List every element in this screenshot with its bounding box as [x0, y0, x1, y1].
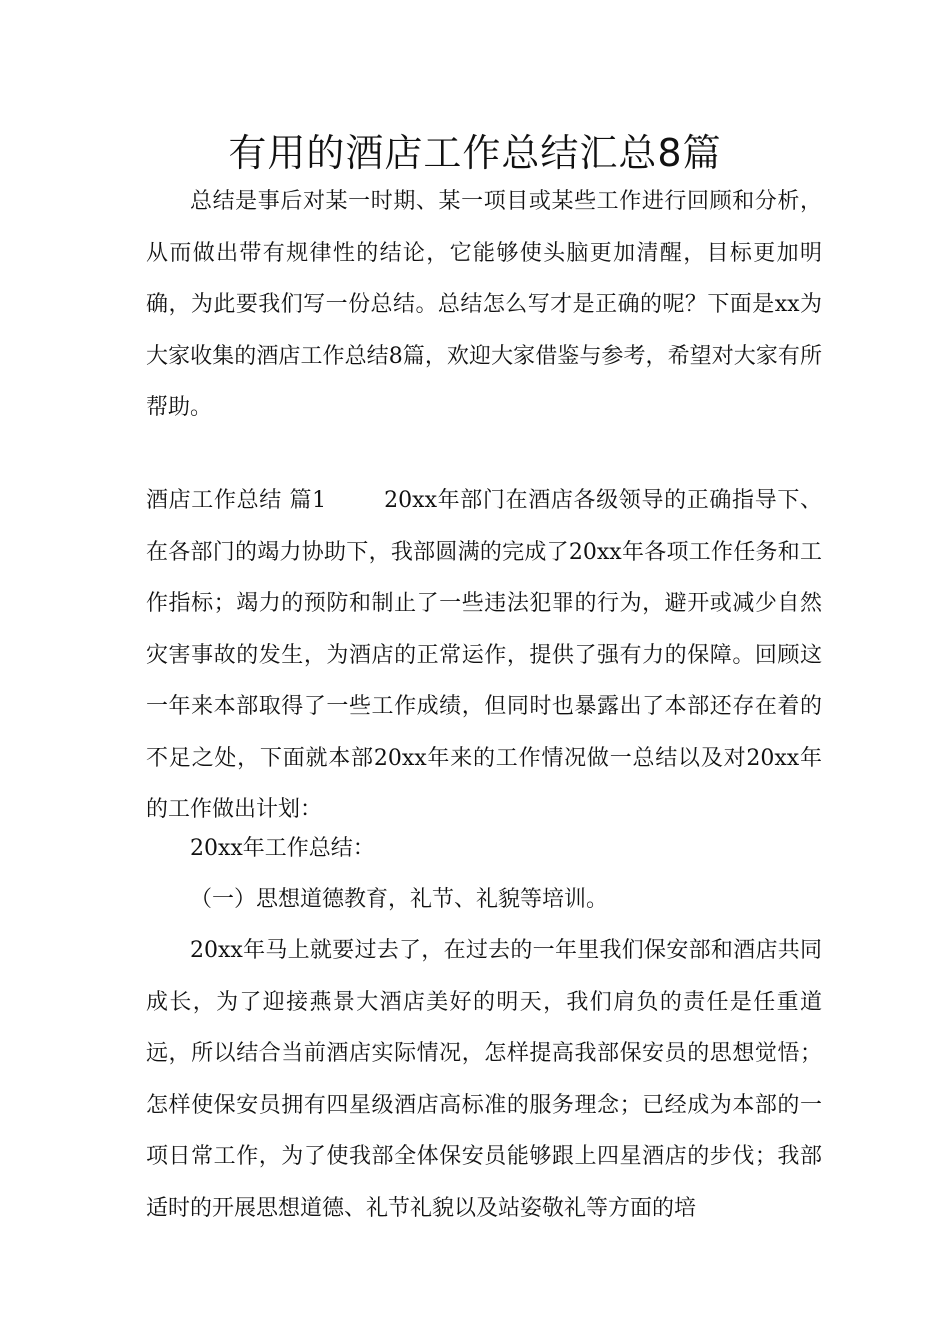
section-1-paragraph: [146, 475, 822, 836]
item-1-paragraph: 20xx年马上就要过去了，在过去的一年里我们保安部和酒店共同成长，为了迎接燕景大酒店美好的明天，我们肩负的责任是任重道远，所以结合当前酒店实际情况，怎样提高我部保安员的思想觉悟；怎样使保安员拥有四星级酒店高标准的服务理念；已经成为本部的一项日常工作，为了使我部全体保安员能够跟上四星酒店的步伐；我部适时的开展思想道德、礼节礼貌以及站姿敬礼等方面的培: [146, 938, 822, 1221]
section-1-text: 20xx年部门在酒店各级领导的正确指导下、在各部门的竭力协助下，我部圆满的完成了20xx年各项工作任务和工作指标；竭力的预防和制止了一些违法犯罪的行为，避开或减少自然灾害事故的发生，为酒店的正常运作，提供了强有力的保障。回顾这一年来本部取得了一些工作成绩，但同时也暴露出了本部还存在着的不足之处，下面就本部20xx年来的工作情况做一总结以及对20xx年的工作做出计划：: [146, 488, 822, 822]
section-1-heading: 酒店工作总结 篇1: [146, 488, 327, 513]
document-title: 有用的酒店工作总结汇总8篇: [228, 131, 722, 175]
intro-paragraph: 总结是事后对某一时期、某一项目或某些工作进行回顾和分析，从而做出带有规律性的结论，它能够使头脑更加清醒，目标更加明确，为此要我们写一份总结。总结怎么写才是正确的呢？下面是xx为大家收集的酒店工作总结8篇，欢迎大家借鉴与参考，希望对大家有所帮助。: [146, 189, 822, 420]
item-1-heading: （一）思想道德教育，礼节、礼貌等培训。: [190, 887, 609, 912]
subheading: 20xx年工作总结：: [190, 836, 375, 861]
